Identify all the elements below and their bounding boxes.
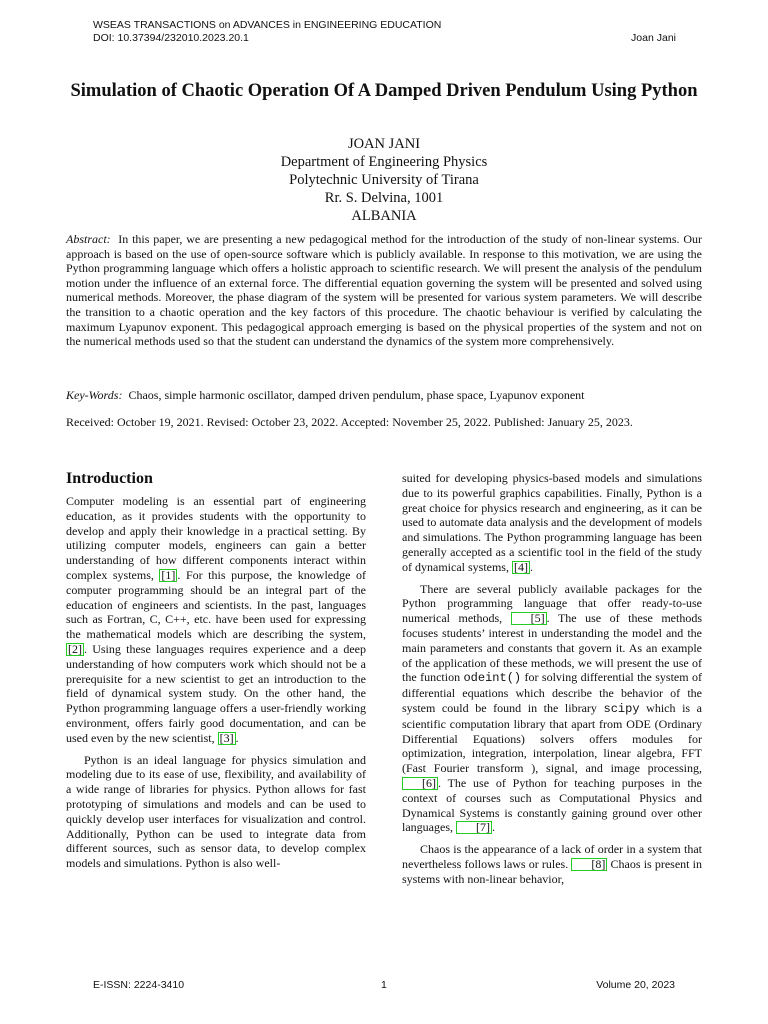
footer-page-number: 1 — [381, 979, 387, 991]
publication-dates: Received: October 19, 2021. Revised: October 23, 2022. Accepted: November 25, 2022. Published: January 25, 2023. — [66, 415, 633, 429]
author-department: Department of Engineering Physics — [280, 154, 488, 170]
intro-paragraph-2: Python is an ideal language for physics simulation and modeling due to its ease of use, flexibility, and availability of a wide range of libraries for physics. Python allows for fast prototyping of simulations and models and can be used to quickly develop user interfaces for visualization and control. Additionally, Python can be used to integrate data from different sources, such as sensor data, to develop complex models and simulations. Python is also well- — [66, 752, 366, 871]
intro-paragraph-4: Chaos is the appearance of a lack of order in a system that nevertheless follows laws or rules. [8] Chaos is present in systems with non-linear behavior, — [402, 842, 702, 886]
author-country: ALBANIA — [351, 208, 417, 224]
keywords — [66, 388, 702, 403]
section-heading-introduction: Introduction — [66, 470, 153, 487]
citation-link[interactable]: [8] — [571, 858, 607, 871]
intro-paragraph-2-cont: suited for developing physics-based models and simulations due to its powerful graphics capabilities. Finally, Python is a great choice for physics research and engineering, as it can be used to automate data analysis and the development of models and simulations. The Python programming language has been generally accepted as a scientific tool in the field of the study of dynamical systems, [4] . — [402, 471, 702, 574]
citation-link[interactable]: [6] — [402, 777, 438, 790]
citation-link[interactable]: [2] — [68, 641, 82, 656]
intro-paragraph-1: Computer modeling is an essential part of engineering education, as it provides students with the opportunity to develop and apply their knowledge in a practical setting. By utilizing computer models, engineers can gain a better understanding of how different components interact within complex systems, [1] . For this purpose, the knowledge of computer programming should be an integral part of the education of engineers and scientists. In the past, languages such as Fortran, C, C++, etc. have been used for expressing the mathematical models which are describing the system, [2] . Using these languages requires experience and a deep understanding of how computers work which should not be a prerequisite for a new scientist to get an introduction to the field of dynamical system study. On the other hand, the Python programming language offers a user-friendly working environment, offers fairly good documentation, and can be used even by the new scientist, [3] . — [66, 494, 366, 745]
author-name: JOAN JANI — [347, 136, 421, 152]
abstract-text: In this paper, we are presenting a new pedagogical method for the introduction of the study of non-linear systems. Our approach is based on the use of open-source software which is publicly available. In response to this motivation, we are using the Python programming language which offers a holistic approach to scientific research. We will present the analysis of the pendulum motion under the influence of an external force. The differential equation governing the system will be presented and solved using numerical methods. Moreover, the phase diagram of the system will be presented for various system parameters. We will describe the transition to a chaotic operation and the key factors of this procedure. The chaotic behaviour is verified by calculating the maximum Lyapunov exponent. This pedagogical approach emerging is based on the physical properties of the system and not on the numerical methods used so that the student can understand the dynamics of the system more comprehensively. — [66, 232, 703, 349]
running-header — [93, 19, 676, 45]
code-scipy: scipy — [603, 701, 640, 716]
citation-link[interactable]: [4] — [513, 559, 528, 574]
keywords-text: Chaos, simple harmonic oscillator, damped driven pendulum, phase space, Lyapunov exponent — [128, 388, 585, 402]
journal-name: WSEAS TRANSACTIONS on ADVANCES in ENGINEERING EDUCATION — [93, 19, 442, 31]
footer-issn: E-ISSN: 2224-3410 — [93, 979, 185, 991]
author-university: Polytechnic University of Tirana — [289, 172, 479, 188]
abstract — [66, 232, 702, 349]
paper-title: Simulation of Chaotic Operation Of A Damped Driven Pendulum Using Python — [70, 81, 698, 101]
citation-link[interactable]: [3] — [219, 730, 234, 745]
author-address: Rr. S. Delvina, 1001 — [324, 190, 444, 206]
author-block — [0, 135, 768, 225]
right-column — [402, 471, 702, 894]
intro-paragraph-3: There are several publicly available packages for the Python programming language that offer ready-to-use numerical methods, [5] . The use of these methods focuses students’ interest in understanding the model and the main parameters and constants that govern it. As an example of the application of these methods, we will present the use of the function odeint() for solving differential the system of differential equations which describe the behavior of the system could be found in the library scipy which is a scientific computation library that apart from ODE (Ordinary Differential Equations) solvers offers modules for optimization, integration, interpolation, linear algebra, FFT (Fast Fourier transform ), signal, and image processing, [6] . The use of Python for teaching purposes in the context of courses such as Computational Physics and Dynamical Systems is constantly gaining ground over other languages, [7] . — [402, 581, 703, 835]
left-column — [66, 470, 366, 878]
citation-link[interactable]: [1] — [161, 567, 176, 582]
footer-volume: Volume 20, 2023 — [596, 979, 675, 991]
code-odeint: odeint() — [463, 671, 522, 686]
header-author: Joan Jani — [631, 32, 676, 44]
citation-link[interactable]: [7] — [456, 821, 492, 834]
abstract-label: Abstract: — [66, 232, 111, 246]
keywords-label: Key-Words: — [66, 388, 123, 402]
doi[interactable]: DOI: 10.37394/232010.2023.20.1 — [93, 32, 249, 44]
citation-link[interactable]: [5] — [511, 612, 547, 625]
